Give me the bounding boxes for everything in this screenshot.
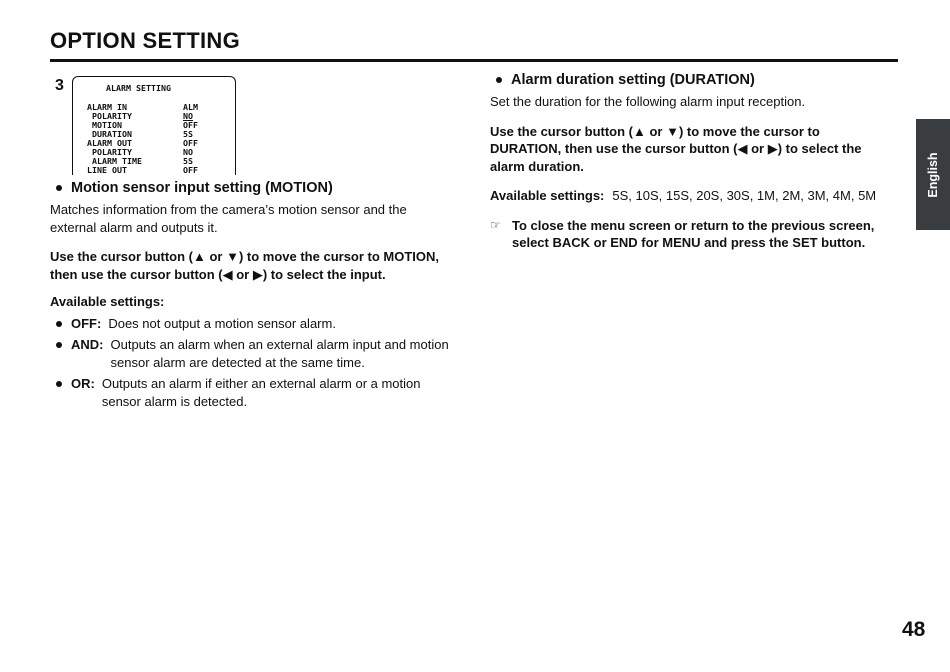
screen-row-value: OFF (183, 165, 198, 175)
list-item (50, 336, 450, 371)
screen-row-value: NO (183, 147, 193, 157)
duration-description: Set the duration for the following alarm input reception. (490, 94, 806, 109)
option-text: Does not output a motion sensor alarm. (108, 315, 336, 331)
screen-row-label: POLARITY (87, 147, 132, 157)
screen-row-label: ALARM TIME (87, 156, 142, 166)
bullet-icon (56, 185, 62, 191)
duration-available (490, 187, 890, 205)
screen-row-label: ALARM OUT (87, 138, 132, 148)
screen-rows (87, 103, 223, 175)
note (490, 217, 890, 252)
motion-available-label: Available settings: (50, 294, 165, 309)
bullet-icon (56, 321, 62, 327)
duration-instruction: Use the cursor button (▲ or ▼) to move the cursor to DURATION, then use the cursor button (◀ or ▶) to select the alarm duration. (490, 123, 862, 174)
bullet-icon (56, 342, 62, 348)
option-key: OR: (71, 376, 95, 391)
screen-row-label: ALARM IN (87, 102, 127, 112)
motion-options-list (50, 315, 450, 411)
screen-row-label: MOTION (87, 120, 122, 130)
motion-heading (50, 180, 450, 196)
note-text: To close the menu screen or return to the previous screen, select BACK or END for MENU and press the SET button. (512, 217, 875, 250)
screen-row-value: OFF (183, 138, 198, 148)
step-number: 3 (55, 77, 64, 94)
option-key: AND: (71, 337, 104, 352)
screen-row-value: ALM (183, 102, 198, 112)
page-title: OPTION SETTING (50, 28, 240, 53)
option-text: Outputs an alarm if either an external alarm or a motion sensor alarm is detected. (101, 376, 421, 409)
option-key: OFF: (71, 315, 102, 331)
motion-instruction: Use the cursor button (▲ or ▼) to move the cursor to MOTION, then use the cursor button (◀ or ▶) to select the input. (50, 249, 440, 282)
menu-screen-illustration (72, 76, 236, 175)
duration-available-values: 5S, 10S, 15S, 20S, 30S, 1M, 2M, 3M, 4M, 5M (612, 188, 877, 203)
screen-row (87, 166, 223, 175)
duration-section (490, 72, 890, 252)
motion-description: Matches information from the camera’s motion sensor and the external alarm and outputs it. (50, 202, 407, 235)
motion-heading-text: Motion sensor input setting (MOTION) (71, 180, 333, 196)
screen-row-value: 5S (183, 129, 193, 139)
duration-heading (490, 72, 890, 88)
title-divider (50, 59, 898, 62)
option-text: Outputs an alarm when an external alarm input and motion sensor alarm are detected at the same time. (110, 337, 449, 370)
pointing-hand-icon: ☞ (490, 217, 501, 232)
motion-section (50, 180, 450, 410)
screen-row-label: POLARITY (87, 111, 132, 121)
screen-title: ALARM SETTING (106, 83, 171, 93)
screen-row-label: DURATION (87, 129, 132, 139)
language-tab-label: English (926, 151, 940, 198)
screen-row-value: NO (183, 111, 193, 121)
language-tab (916, 119, 950, 230)
screen-row-value: 5S (183, 156, 193, 166)
bullet-icon (496, 77, 502, 83)
bullet-icon (56, 381, 62, 387)
screen-row-label: LINE OUT (87, 165, 127, 175)
duration-available-label: Available settings: (490, 188, 605, 203)
screen-row-value: OFF (183, 120, 198, 130)
duration-heading-text: Alarm duration setting (DURATION) (511, 72, 755, 88)
list-item (50, 315, 450, 333)
list-item (50, 375, 450, 410)
page-number: 48 (902, 618, 926, 641)
